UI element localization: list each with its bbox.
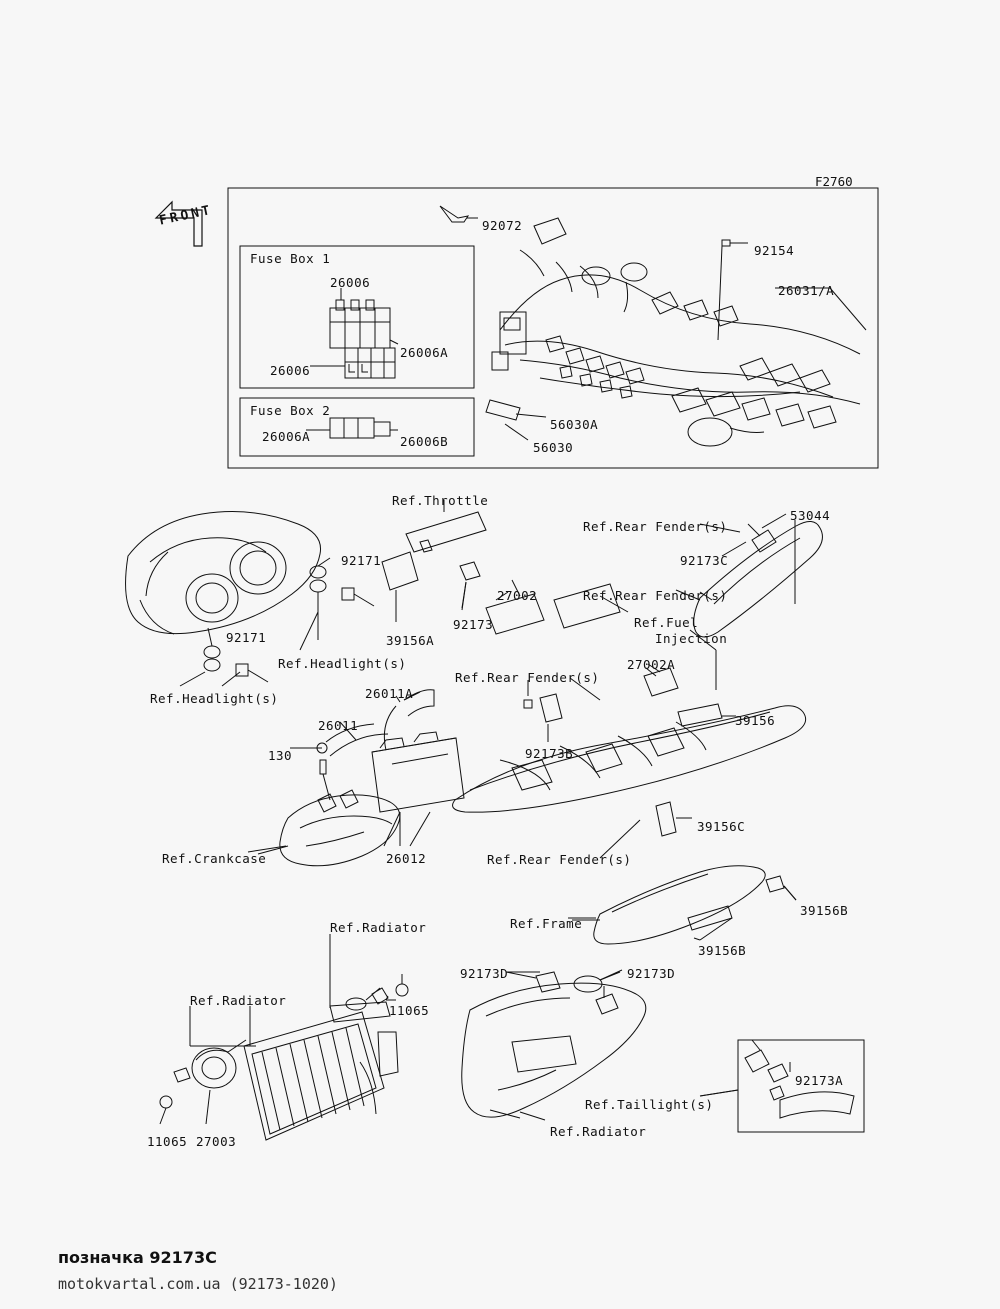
part-label: Ref.Radiator	[190, 993, 287, 1008]
part-label: 92072	[482, 218, 523, 233]
part-label: 26006A	[400, 345, 449, 360]
part-label: 11065	[389, 1003, 430, 1018]
part-label: 92154	[754, 243, 795, 258]
part-label: Ref.Rear Fender(s)	[583, 588, 728, 603]
part-label: 27002	[497, 588, 538, 603]
part-label: 26006A	[262, 429, 311, 444]
part-label: Ref.Radiator	[330, 920, 427, 935]
part-label: 39156B	[698, 943, 747, 958]
part-label: 27002A	[627, 657, 676, 672]
part-label: 26031/A	[778, 283, 835, 298]
part-label: 27003	[196, 1134, 237, 1149]
part-label: 56030	[533, 440, 574, 455]
part-label: Ref.Rear Fender(s)	[487, 852, 632, 867]
part-label: Ref.Throttle	[392, 493, 489, 508]
part-label: 92173A	[795, 1073, 844, 1088]
fuse-box-1-title: Fuse Box 1	[250, 251, 331, 266]
part-label: 39156B	[800, 903, 849, 918]
part-label: Injection	[655, 631, 728, 646]
part-label: Ref.Fuel	[634, 615, 699, 630]
part-label: 39156C	[697, 819, 746, 834]
footer-source: motokvartal.com.ua (92173-1020)	[58, 1275, 338, 1293]
part-label: Ref.Rear Fender(s)	[583, 519, 728, 534]
part-label: 92173D	[627, 966, 676, 981]
part-label: 53044	[790, 508, 831, 523]
part-label: Ref.Headlight(s)	[278, 656, 407, 671]
part-label: Ref.Radiator	[550, 1124, 647, 1139]
part-label: Ref.Rear Fender(s)	[455, 670, 600, 685]
figure-code: F2760	[815, 174, 853, 189]
part-label: 92173D	[460, 966, 509, 981]
part-label: 11065	[147, 1134, 188, 1149]
part-label: 92171	[341, 553, 382, 568]
part-label: 26011	[318, 718, 359, 733]
part-label: 130	[268, 748, 293, 763]
part-label: Ref.Headlight(s)	[150, 691, 279, 706]
part-label: 92173B	[525, 746, 574, 761]
part-label: 26006	[270, 363, 311, 378]
front-label: FRONT	[158, 202, 215, 229]
part-label: 26011A	[365, 686, 414, 701]
part-label: 92171	[226, 630, 267, 645]
footer-title: позначка 92173C	[58, 1248, 217, 1267]
part-label: 39156A	[386, 633, 435, 648]
part-label: 92173C	[680, 553, 729, 568]
part-label: Ref.Frame	[510, 916, 583, 931]
part-label: Ref.Taillight(s)	[585, 1097, 714, 1112]
part-label: 56030A	[550, 417, 599, 432]
front-direction-marker	[150, 196, 215, 258]
fuse-box-2-title: Fuse Box 2	[250, 403, 331, 418]
part-label: 26006B	[400, 434, 449, 449]
part-label: 39156	[735, 713, 776, 728]
part-label: Ref.Crankcase	[162, 851, 267, 866]
part-label: 26006	[330, 275, 371, 290]
part-label: 26012	[386, 851, 427, 866]
part-label: 92173	[453, 617, 494, 632]
